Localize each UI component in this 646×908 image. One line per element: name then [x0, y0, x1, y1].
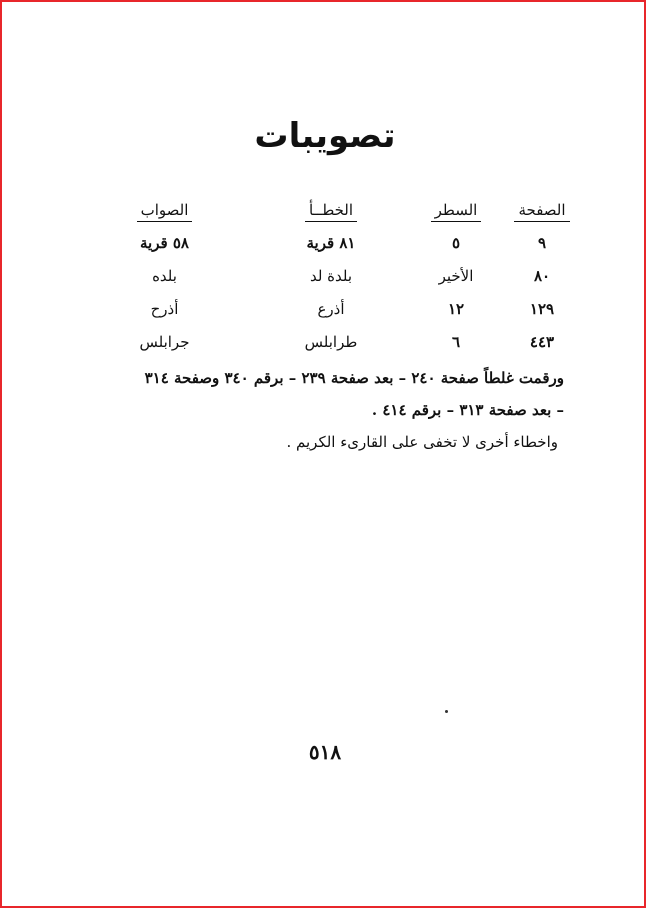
document-page — [4, 4, 646, 908]
errata-notes — [64, 362, 564, 458]
cell-wrong: أذرع — [317, 299, 345, 318]
header-wrong: الخطــأ — [256, 200, 406, 226]
table-header-row — [73, 200, 578, 226]
cell-line: ١٢ — [447, 299, 465, 318]
table-row — [73, 325, 578, 358]
table-row — [73, 292, 578, 325]
cell-line: الأخير — [438, 266, 474, 285]
cell-wrong: طرابلس — [304, 332, 358, 351]
page-number: ٥١٨ — [308, 740, 342, 764]
note-line: – بعد صفحة ٣١٣ – برقم ٤١٤ . — [371, 401, 564, 419]
page-title: تصويبات — [254, 116, 396, 156]
cell-page: ١٢٩ — [529, 299, 555, 318]
cell-page: ٩ — [537, 233, 547, 252]
cell-wrong: بلدة لد — [309, 266, 353, 285]
note-line: واخطاء أخرى لا تخفى على القارىء الكريم . — [286, 433, 558, 451]
errata-table — [73, 200, 578, 358]
ink-speck — [445, 710, 448, 713]
table-row — [73, 259, 578, 292]
cell-wrong: ٨١ قرية — [306, 233, 356, 252]
cell-right: ٥٨ قرية — [139, 233, 189, 252]
cell-page: ٤٤٣ — [529, 332, 555, 351]
header-page: الصفحة — [506, 200, 578, 226]
cell-line: ٥ — [451, 233, 461, 252]
cell-right: أذرح — [150, 299, 179, 318]
cell-page: ٨٠ — [533, 266, 551, 285]
cell-right: جرابلس — [139, 332, 190, 351]
note-line: ورقمت غلطاً صفحة ٢٤٠ – بعد صفحة ٢٣٩ – برقم ٣٤٠ وصفحة ٣١٤ — [144, 369, 564, 387]
table-row — [73, 226, 578, 259]
header-line: السطر — [406, 200, 506, 226]
cell-right: بلده — [152, 266, 177, 285]
cell-line: ٦ — [451, 332, 461, 351]
header-right: الصواب — [73, 200, 256, 226]
